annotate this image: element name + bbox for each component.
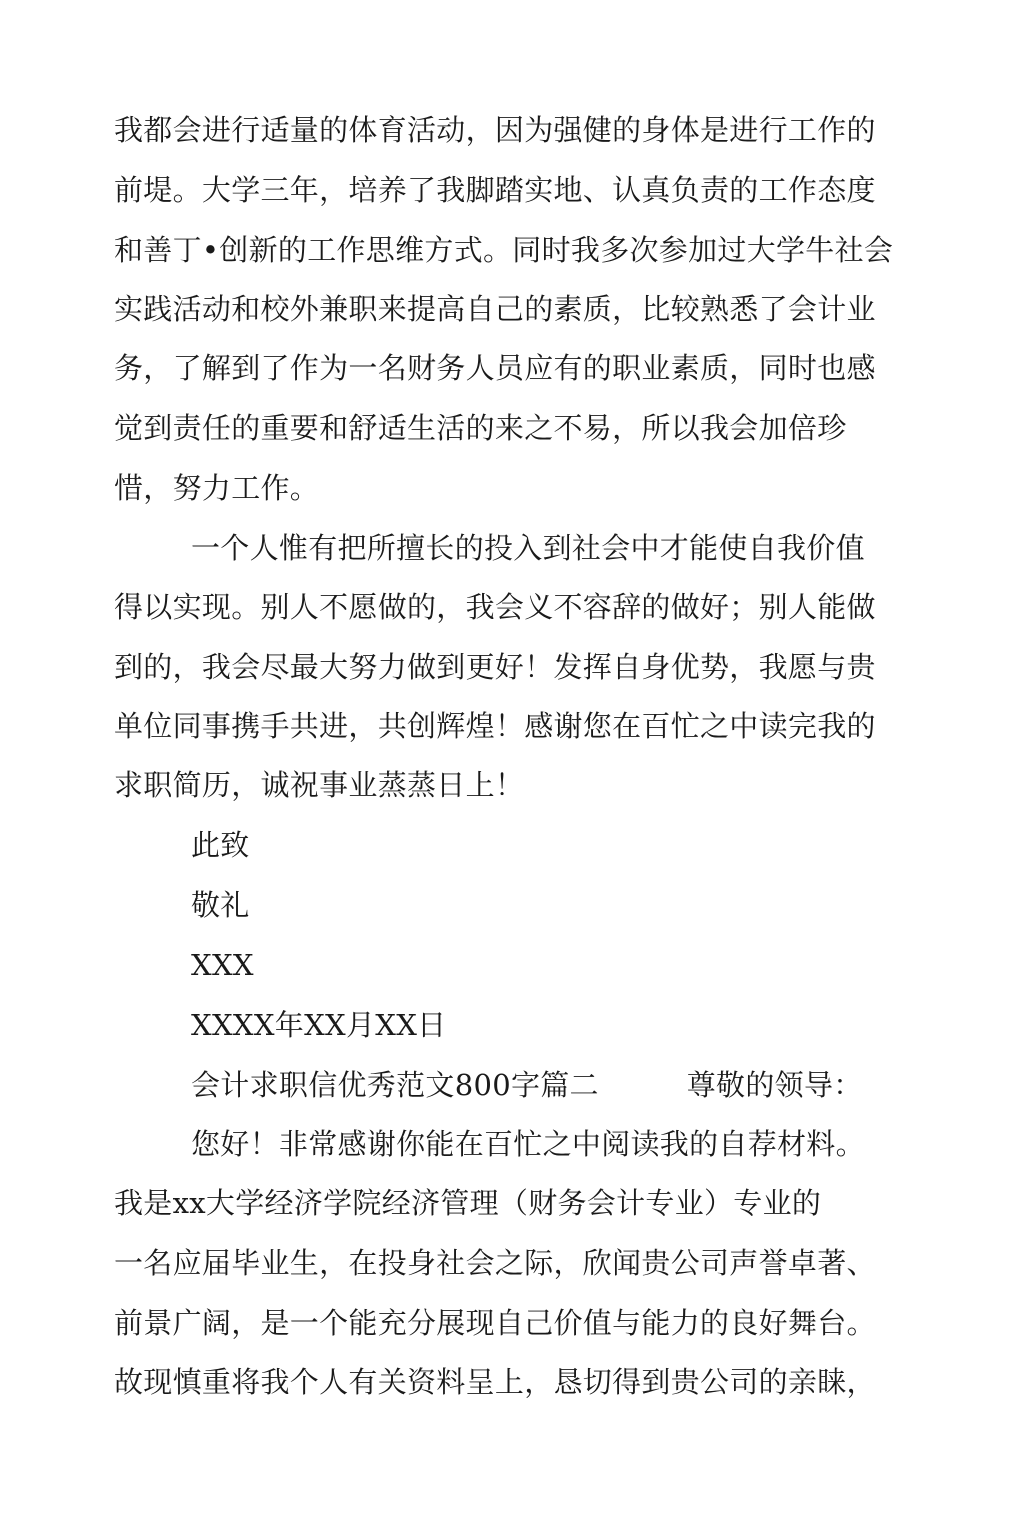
paragraph-line: 前景广阔，是一个能充分展现自己价值与能力的良好舞台。 xyxy=(114,1306,876,1340)
signature-name: XXX xyxy=(191,948,254,982)
paragraph-line: 惜，努力工作。 xyxy=(114,471,320,505)
paragraph-line: 故现慎重将我个人有关资料呈上，恳切得到贵公司的亲睐， xyxy=(114,1365,876,1399)
paragraph-line: 一个人惟有把所擅长的投入到社会中才能使自我价值 xyxy=(191,531,865,565)
section-heading: 会计求职信优秀范文800字篇二 尊敬的领导： xyxy=(191,1068,863,1102)
paragraph-line: 求职简历，诚祝事业蒸蒸日上！ xyxy=(114,768,525,802)
paragraph-line: 我是xx大学经济学院经济管理（财务会计专业）专业的 xyxy=(114,1186,822,1220)
closing-salutation: 此致 xyxy=(191,828,250,862)
paragraph-line: 您好！非常感谢你能在百忙之中阅读我的自荐材料。 xyxy=(191,1127,865,1161)
paragraph-line: 觉到责任的重要和舒适生活的来之不易，所以我会加倍珍 xyxy=(114,411,847,445)
paragraph-line: 务，了解到了作为一名财务人员应有的职业素质，同时也感 xyxy=(114,351,876,385)
paragraph-line: 前堤。大学三年，培养了我脚踏实地、认真负责的工作态度 xyxy=(114,173,876,207)
paragraph-line: 实践活动和校外兼职来提高自己的素质，比较熟悉了会计业 xyxy=(114,292,876,326)
paragraph-line: 一名应届毕业生，在投身社会之际，欣闻贵公司声誉卓著、 xyxy=(114,1246,876,1280)
paragraph-line: 和善丁•创新的工作思维方式。同时我多次参加过大学牛社会 xyxy=(114,233,894,267)
paragraph-line: 得以实现。别人不愿做的，我会义不容辞的做好；别人能做 xyxy=(114,590,876,624)
paragraph-line: 我都会进行适量的体育活动，因为强健的身体是进行工作的 xyxy=(114,113,876,147)
closing-regards: 敬礼 xyxy=(191,888,250,922)
paragraph-line: 单位同事携手共进，共创辉煌！感谢您在百忙之中读完我的 xyxy=(114,709,876,743)
signature-date: XXXX年XX月XX日 xyxy=(191,1008,447,1042)
paragraph-line: 到的，我会尽最大努力做到更好！发挥自身优势，我愿与贵 xyxy=(114,650,876,684)
